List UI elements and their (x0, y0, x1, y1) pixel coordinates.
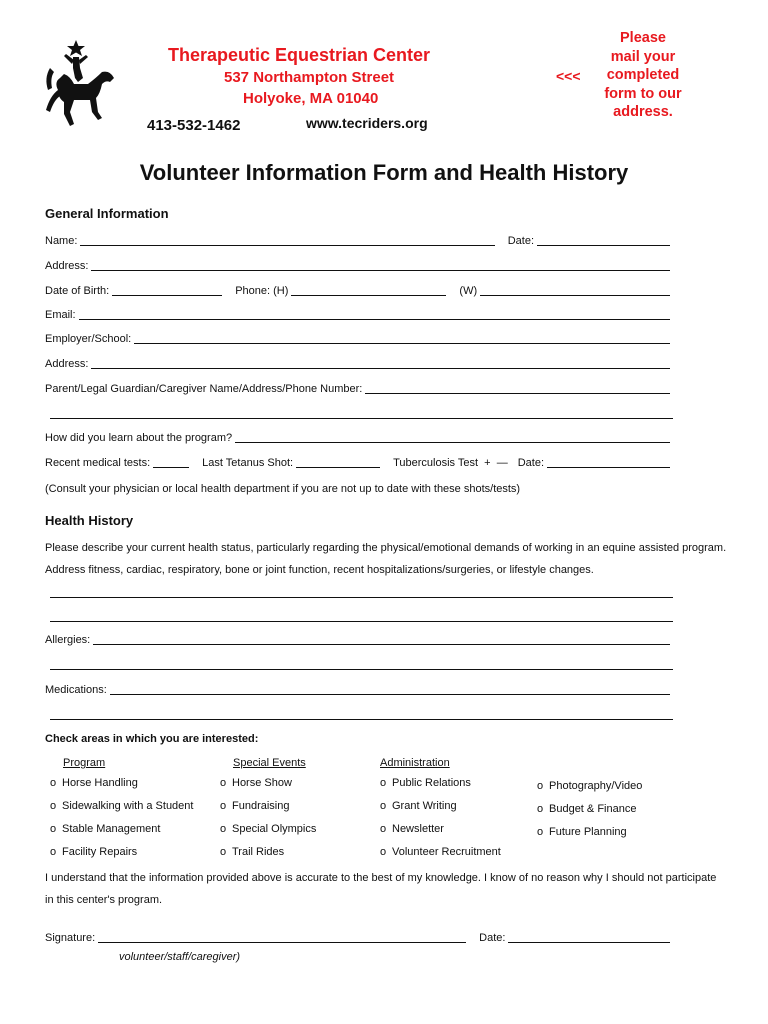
employer-address-row (45, 356, 673, 370)
tetanus-field[interactable] (296, 456, 380, 468)
interest-option[interactable] (220, 800, 363, 823)
health-field-line[interactable] (50, 597, 673, 598)
tb-date-label: Date: (517, 457, 545, 469)
name-field[interactable] (80, 234, 494, 246)
arrow-pointer: <<< (556, 68, 581, 84)
email-row (45, 307, 673, 321)
checkbox-icon[interactable]: o (380, 823, 387, 835)
employer-address-label: Address: (45, 358, 89, 370)
other-column (537, 780, 687, 849)
administration-column (380, 757, 530, 869)
checkbox-icon[interactable]: o (380, 777, 387, 789)
health-description: Please describe your current health status, particularly regarding the physical/emotional demands of working in an equine assisted program. Address fitness, cardiac, respiratory, bone or joint function, recent hospitalizations/surgeries, or lifestyle changes. (45, 542, 727, 576)
program-column (50, 757, 213, 869)
medical-tests-label: Recent medical tests: (45, 457, 151, 469)
employer-row (45, 331, 673, 345)
interest-option[interactable] (380, 846, 530, 869)
checkbox-icon[interactable]: o (380, 800, 387, 812)
consult-note: (Consult your physician or local health department if you are not up to date with these shots/tests) (45, 483, 521, 495)
checkbox-icon[interactable]: o (220, 800, 227, 812)
employer-address-field[interactable] (91, 357, 670, 369)
option-label: Photography/Video (549, 780, 643, 792)
phone-home-field[interactable] (291, 284, 446, 296)
phone-work-field[interactable] (480, 284, 670, 296)
mail-note (590, 29, 696, 122)
option-label: Public Relations (392, 777, 471, 789)
option-label: Fundraising (232, 800, 290, 812)
medications-field-line[interactable] (50, 719, 673, 720)
mail-note-line: mail your (610, 48, 676, 65)
interest-option[interactable] (50, 823, 213, 846)
health-field-line[interactable] (50, 621, 673, 622)
option-label: Budget & Finance (549, 803, 637, 815)
org-name: Therapeutic Equestrian Center (168, 45, 431, 65)
general-info-heading: General Information (45, 206, 169, 221)
date-field[interactable] (537, 234, 670, 246)
checkbox-icon[interactable]: o (537, 803, 544, 815)
option-label: Grant Writing (392, 800, 457, 812)
signature-field[interactable] (98, 931, 466, 943)
guardian-field-line[interactable] (50, 418, 673, 419)
option-label: Facility Repairs (62, 846, 138, 858)
allergies-field-line[interactable] (50, 669, 673, 670)
dob-phone-row (45, 283, 673, 297)
guardian-label: Parent/Legal Guardian/Caregiver Name/Address/Phone Number: (45, 383, 363, 395)
dob-field[interactable] (112, 284, 222, 296)
name-label: Name: (45, 235, 78, 247)
interest-option[interactable] (537, 780, 687, 803)
form-title: Volunteer Information Form and Health History (139, 160, 629, 185)
employer-field[interactable] (134, 332, 670, 344)
learn-row (45, 430, 673, 444)
mail-note-line: Please (620, 30, 666, 46)
signature-role: volunteer/staff/caregiver) (119, 951, 241, 963)
option-label: Special Olympics (232, 823, 317, 835)
signature-row (45, 930, 673, 944)
tetanus-label: Last Tetanus Shot: (202, 457, 294, 469)
phone-work-label: (W) (459, 285, 478, 297)
option-label: Volunteer Recruitment (392, 846, 501, 858)
interests-heading: Check areas in which you are interested: (45, 733, 259, 745)
mail-note-line: form to our (604, 85, 682, 102)
learn-label: How did you learn about the program? (45, 432, 233, 444)
medical-tests-row (45, 455, 673, 469)
email-field[interactable] (79, 308, 670, 320)
signature-label: Signature: (45, 932, 96, 944)
phone-number: 413-532-1462 (147, 117, 241, 134)
mail-note-line: completed (606, 67, 680, 83)
date-label: Date: (507, 235, 534, 247)
agreement-statement: I understand that the information provided above is accurate to the best of my knowledge. I know of no reason why I should not participate in this center's program. (45, 872, 717, 906)
option-label: Horse Handling (62, 777, 138, 789)
interest-option[interactable] (220, 846, 363, 869)
mail-note-line: address. (613, 104, 673, 120)
email-label: Email: (45, 309, 76, 321)
option-label: Newsletter (392, 823, 444, 835)
learn-field[interactable] (235, 431, 670, 443)
address-label: Address: (45, 260, 89, 272)
checkbox-icon[interactable]: o (50, 823, 57, 835)
signature-date-field[interactable] (508, 931, 670, 943)
allergies-label: Allergies: (45, 634, 91, 646)
website-link[interactable]: www.tecriders.org (306, 115, 428, 131)
interest-option[interactable] (50, 846, 213, 869)
address-field[interactable] (91, 259, 670, 271)
interest-option[interactable] (380, 823, 530, 846)
medications-field[interactable] (110, 683, 670, 695)
medical-tests-field[interactable] (153, 456, 189, 468)
column-header-program: Program (63, 757, 106, 769)
interest-option[interactable] (380, 777, 530, 800)
checkbox-icon[interactable]: o (220, 846, 227, 858)
checkbox-icon[interactable]: o (380, 846, 387, 858)
dob-label: Date of Birth: (45, 285, 110, 297)
checkbox-icon[interactable]: o (50, 846, 57, 858)
option-label: Sidewalking with a Student (62, 800, 194, 812)
option-label: Trail Rides (232, 846, 285, 858)
checkbox-icon[interactable]: o (50, 777, 57, 789)
option-label: Stable Management (62, 823, 161, 835)
tb-label: Tuberculosis Test + — (393, 457, 508, 469)
checkbox-icon[interactable]: o (220, 823, 227, 835)
column-header-administration: Administration (380, 757, 450, 769)
interest-option[interactable] (220, 777, 363, 800)
interest-option[interactable] (537, 803, 687, 826)
special-events-column (220, 757, 363, 869)
guardian-field[interactable] (365, 382, 670, 394)
name-row (45, 233, 673, 247)
guardian-row (45, 381, 673, 395)
employer-label: Employer/School: (45, 333, 132, 345)
checkbox-icon[interactable]: o (537, 826, 544, 838)
tb-date-field[interactable] (547, 456, 670, 468)
interest-option[interactable] (380, 800, 530, 823)
medications-row (45, 682, 673, 696)
interest-option[interactable] (537, 826, 687, 849)
checkbox-icon[interactable]: o (537, 780, 544, 792)
column-header-special-events: Special Events (233, 757, 306, 769)
option-label: Future Planning (549, 826, 627, 838)
health-history-heading: Health History (45, 513, 134, 528)
option-label: Horse Show (232, 777, 292, 789)
checkbox-icon[interactable]: o (220, 777, 227, 789)
interest-option[interactable] (50, 777, 213, 800)
horse-rider-logo (40, 38, 116, 134)
medications-label: Medications: (45, 684, 107, 696)
street-address: 537 Northampton Street (224, 69, 395, 86)
signature-date-label: Date: (479, 932, 506, 944)
city-state-zip: Holyoke, MA 01040 (243, 90, 379, 107)
address-row (45, 258, 673, 272)
checkbox-icon[interactable]: o (50, 800, 57, 812)
allergies-field[interactable] (93, 633, 670, 645)
phone-home-label: Phone: (H) (235, 285, 289, 297)
allergies-row (45, 632, 673, 646)
interest-option[interactable] (220, 823, 363, 846)
interest-option[interactable] (50, 800, 213, 823)
